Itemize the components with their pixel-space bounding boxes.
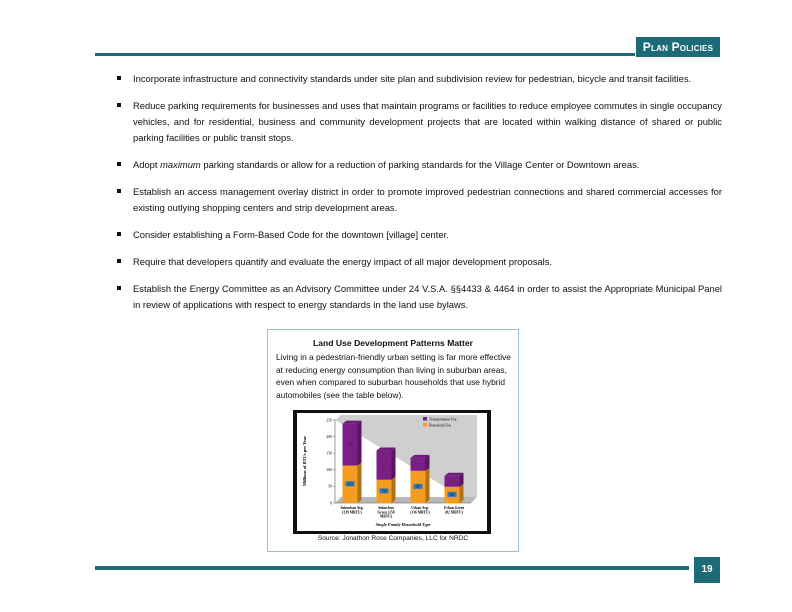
data-label: 113 [347, 482, 353, 487]
bullet-square-icon [117, 103, 121, 107]
data-label: 39 [416, 462, 420, 467]
x-tick-label: Suburban [378, 506, 394, 510]
data-label: 126 [347, 442, 353, 447]
page-number: 19 [694, 557, 720, 583]
y-tick-label: 100 [326, 468, 332, 473]
policy-item [117, 281, 722, 313]
policy-text-emphasis: maximum [160, 159, 201, 170]
y-axis-title: Millions of BTUs per Year [302, 435, 307, 487]
sidebar-box-title: Land Use Development Patterns Matter [313, 338, 473, 348]
x-tick-label: Suburban Avg. [340, 506, 364, 510]
x-axis-title: Single Family Household Type [375, 522, 431, 527]
policy-text: Incorporate infrastructure and connectivity standards under site plan and subdivision review for pedestrian, bicycle and transit facilities. [133, 73, 692, 84]
policy-item [117, 157, 722, 173]
bullet-square-icon [117, 286, 121, 290]
sidebar-box-text: Living in a pedestrian-friendly urban setting is far more effective at reducing energy consumption than living in suburban areas, even when compared to suburban households that use hybrid automobiles (see the table below). [276, 352, 511, 400]
policy-item [117, 98, 722, 146]
policy-item [117, 254, 722, 270]
policy-text: Reduce parking requirements for businesses and uses that maintain programs or facilities to reduce employee commutes in single occupancy vehicles, and for residential, business and community development projects that are located within walking distance of shared or public parking facilities or public transit stops. [133, 100, 722, 143]
policy-text-after: parking standards or allow for a reduction of parking standards for the Village Center or Downtown areas. [200, 159, 640, 170]
y-tick-label: 150 [326, 451, 332, 456]
chart-source: Source: Jonathon Rose Companies, LLC for NRDC [317, 535, 469, 542]
y-tick-label: 250 [326, 418, 332, 423]
bullet-square-icon [117, 76, 121, 80]
x-tick-label: (239 MBTU) [342, 510, 362, 515]
y-tick-label: 200 [326, 434, 332, 439]
bullet-square-icon [117, 162, 121, 166]
x-tick-label: MBTU) [380, 514, 392, 519]
header-rule [95, 53, 635, 56]
bar-side [358, 421, 362, 466]
legend-label-household: Household Use [429, 423, 452, 428]
y-tick-label: 50 [328, 484, 332, 489]
policy-item [117, 184, 722, 216]
policy-text: Require that developers quantify and evaluate the energy impact of all major development proposals. [133, 256, 553, 267]
policy-text: Establish an access management overlay district in order to promote improved pedestrian connections and shared commercial accesses for existing outlying shopping centers and strip development areas. [133, 186, 722, 213]
policy-list [117, 71, 722, 324]
x-tick-label: Urban Avg. [411, 506, 429, 510]
legend-swatch-transportation [423, 417, 427, 421]
bar-side [426, 468, 430, 503]
bar-side [460, 484, 464, 503]
x-tick-label: Urban Green [443, 506, 465, 510]
policy-text: Consider establishing a Form-Based Code for the downtown [village] center. [133, 229, 449, 240]
policy-item [117, 71, 722, 87]
bar-side [358, 462, 362, 503]
energy-chart [293, 410, 491, 534]
data-label: 97 [416, 485, 420, 490]
data-label: 70 [382, 489, 386, 494]
policy-item [117, 227, 722, 243]
bullet-square-icon [117, 189, 121, 193]
x-tick-label: (136 MBTU) [410, 510, 430, 515]
x-tick-label: Green (158 [377, 510, 395, 515]
data-label: 88 [382, 463, 386, 468]
bar-side [392, 448, 396, 480]
data-label: 33 [450, 479, 454, 484]
legend-swatch-household [423, 423, 427, 427]
legend-label-transportation: Transportation Use [429, 417, 457, 422]
section-title: Plan Policies [636, 37, 720, 57]
x-tick-label: (82 MBTU) [445, 510, 463, 515]
sidebar-box [267, 329, 519, 552]
bullet-square-icon [117, 232, 121, 236]
bar-side [392, 477, 396, 503]
y-tick-label: 0 [330, 501, 332, 506]
footer-rule [95, 566, 689, 570]
chart-canvas [297, 413, 487, 531]
policy-text: Establish the Energy Committee as an Advisory Committee under 24 V.S.A. §§4433 & 4464 in order to assist the Appropriate Municipal Panel in review of applications with respect to energy standards in the land use bylaws. [133, 283, 722, 310]
data-label: 49 [450, 493, 454, 498]
bullet-square-icon [117, 259, 121, 263]
policy-text-before: Adopt [133, 159, 161, 170]
